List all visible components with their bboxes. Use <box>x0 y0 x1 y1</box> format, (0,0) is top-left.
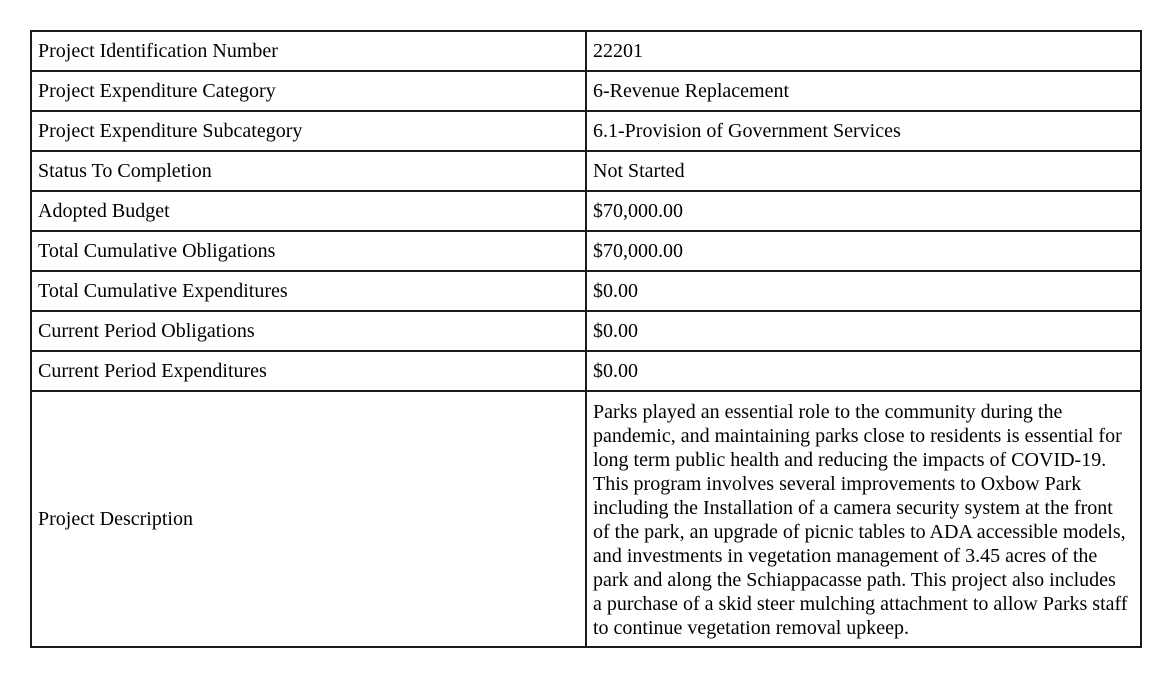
table-row-status <box>31 151 1141 191</box>
row-label: Total Cumulative Expenditures <box>31 271 586 311</box>
row-label: Project Identification Number <box>31 31 586 71</box>
row-label: Status To Completion <box>31 151 586 191</box>
row-value: 22201 <box>586 31 1141 71</box>
row-value: $0.00 <box>586 311 1141 351</box>
row-value: $70,000.00 <box>586 191 1141 231</box>
row-value: $70,000.00 <box>586 231 1141 271</box>
table-row-project-description <box>31 391 1141 647</box>
row-value: 6-Revenue Replacement <box>586 71 1141 111</box>
project-details-table <box>30 30 1142 648</box>
table-row-expenditure-category <box>31 71 1141 111</box>
row-value: $0.00 <box>586 351 1141 391</box>
table-row-cumulative-obligations <box>31 231 1141 271</box>
description-label: Project Description <box>31 391 586 647</box>
description-text: Parks played an essential role to the community during the pandemic, and maintaining parks close to residents is essential for long term public health and reducing the impacts of COVID-19. This program involves several improvements to Oxbow Park including the Installation of a camera security system at the front of the park, an upgrade of picnic tables to ADA accessible models, and investments in vegetation management of 3.45 acres of the park and along the Schiappacasse path. This project also includes a purchase of a skid steer mulching attachment to allow Parks staff to continue vegetation removal upkeep. <box>586 391 1141 647</box>
row-value: 6.1-Provision of Government Services <box>586 111 1141 151</box>
row-label: Current Period Obligations <box>31 311 586 351</box>
table-row-expenditure-subcategory <box>31 111 1141 151</box>
table-row-cumulative-expenditures <box>31 271 1141 311</box>
row-label: Total Cumulative Obligations <box>31 231 586 271</box>
row-value: $0.00 <box>586 271 1141 311</box>
table-row-adopted-budget <box>31 191 1141 231</box>
row-value: Not Started <box>586 151 1141 191</box>
table-row-project-id <box>31 31 1141 71</box>
row-label: Current Period Expenditures <box>31 351 586 391</box>
row-label: Adopted Budget <box>31 191 586 231</box>
row-label: Project Expenditure Category <box>31 71 586 111</box>
table-row-period-obligations <box>31 311 1141 351</box>
table-row-period-expenditures <box>31 351 1141 391</box>
row-label: Project Expenditure Subcategory <box>31 111 586 151</box>
